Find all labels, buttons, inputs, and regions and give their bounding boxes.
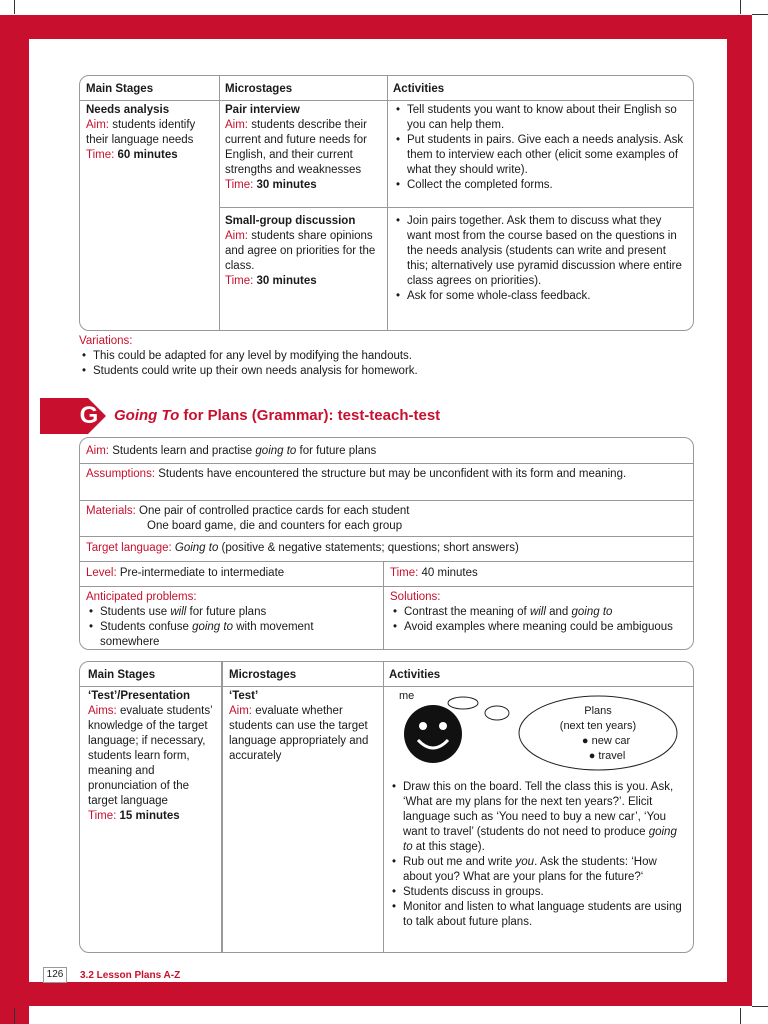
crop-mark xyxy=(740,0,741,14)
header-main-stages: Main Stages xyxy=(88,669,156,681)
microstage-pair-interview: Pair interview Aim: students describe their current and future needs for English, and their current strengths and weaknesses Time: 30 minutes xyxy=(225,104,367,191)
list-item: • Put students in pairs. Give each a needs analysis. Ask them to interview each other (elicit some examples of what they should write). xyxy=(407,133,685,178)
header-main-stages: Main Stages xyxy=(86,83,154,95)
list-item: • Tell students you want to know about their English so you can help them. xyxy=(407,103,685,133)
crop-mark xyxy=(752,1006,768,1007)
info-level: Level: Pre-intermediate to intermediate xyxy=(86,567,285,579)
footer-label: 3.2 Lesson Plans A-Z xyxy=(80,970,181,981)
activities-small-group xyxy=(389,214,689,304)
bottom-border xyxy=(0,982,752,1006)
smiley-face-icon xyxy=(404,705,462,763)
thought-bubble-small-icon xyxy=(448,697,478,709)
right-border xyxy=(727,15,752,1006)
main-stage-cell: ‘Test’/Presentation Aims: evaluate students’ knowledge of the target language; if necessary, students learn form, meaning and pronunciation of the target language Time: 15 minutes xyxy=(88,690,213,822)
header-activities: Activities xyxy=(389,669,441,681)
microstage-test: ‘Test’ Aim: evaluate whether students can use the target language appropriately and accurately xyxy=(229,690,369,762)
test-teach-test-table xyxy=(79,661,694,953)
info-time: Time: 40 minutes xyxy=(390,567,478,579)
drawing-me-label: me xyxy=(399,690,415,702)
crop-mark xyxy=(14,1008,15,1024)
list-item: • This could be adapted for any level by modifying the handouts. xyxy=(93,349,679,364)
left-border xyxy=(0,15,29,1024)
list-item: • Monitor and listen to what language students are using to talk about future plans. xyxy=(403,900,684,930)
list-item: • Rub out me and write you. Ask the students: ‘How about you? What are your plans for the future?‘ xyxy=(403,855,684,885)
info-assumptions: Assumptions: Students have encountered the structure but may be unconfident with its form and meaning. xyxy=(86,468,627,480)
list-item: • Students confuse going to with movement somewhere xyxy=(100,620,374,650)
header-microstages: Microstages xyxy=(229,669,297,681)
thought-bubble-medium-icon xyxy=(485,706,509,720)
crop-mark xyxy=(14,0,15,14)
activities-pair-interview xyxy=(389,103,689,193)
list-item: • Draw this on the board. Tell the class this is you. Ask, ‘What are my plans for the next ten years?’. Elicit language such as ‘You need to buy a new car’, ‘You want to travel’ (students do not need to produce going to at this stage). xyxy=(403,780,684,855)
list-item: • Collect the completed forms. xyxy=(407,178,685,193)
main-stage-cell: Needs analysis Aim: students identify their language needs Time: 60 minutes xyxy=(86,104,196,161)
list-item: • Contrast the meaning of will and going to xyxy=(404,605,682,620)
section-title: Going To for Plans (Grammar): test-teach-test xyxy=(114,407,441,424)
variations: Variations: • This could be adapted for any level by modifying the handouts. • Students could write up their own needs analysis for homework. xyxy=(79,334,679,379)
page-number: 126 xyxy=(43,967,67,983)
needs-analysis-table xyxy=(79,75,694,331)
info-aim: Aim: Students learn and practise going to for future plans xyxy=(86,445,377,457)
list-item: • Students could write up their own needs analysis for homework. xyxy=(93,364,679,379)
list-item: • Students use will for future plans xyxy=(100,605,374,620)
section-letter: G xyxy=(79,402,99,429)
crop-mark xyxy=(740,1008,741,1024)
info-solutions: Solutions: • Contrast the meaning of will and going to • Avoid examples where meaning could be ambiguous xyxy=(386,590,686,635)
list-item: • Students discuss in groups. xyxy=(403,885,684,900)
list-item: • Join pairs together. Ask them to discuss what they want most from the course based on the questions in the needs analysis (students can write and present this; alternatively use pyramid discussion where entire class agrees on priorities). xyxy=(407,214,685,289)
info-target-language: Target language: Going to (positive & negative statements; questions; short answers) xyxy=(86,542,519,554)
info-materials: Materials: One pair of controlled practice cards for each student One board game, die and counters for each group xyxy=(86,505,410,532)
microstage-small-group: Small-group discussion Aim: students share opinions and agree on priorities for the class. Time: 30 minutes xyxy=(225,215,376,287)
header-activities: Activities xyxy=(393,83,445,95)
info-anticipated-problems: Anticipated problems: • Students use will for future plans • Students confuse going to with movement somewhere xyxy=(82,590,378,650)
top-border xyxy=(0,15,752,39)
list-item: • Ask for some whole-class feedback. xyxy=(407,289,685,304)
plans-bubble-text: Plans (next ten years) ● new car ● travel xyxy=(559,705,637,762)
activities-test xyxy=(385,780,688,930)
list-item: • Avoid examples where meaning could be ambiguous xyxy=(404,620,682,635)
lesson-info-table xyxy=(79,437,694,650)
crop-mark xyxy=(752,14,768,15)
header-microstages: Microstages xyxy=(225,83,293,95)
